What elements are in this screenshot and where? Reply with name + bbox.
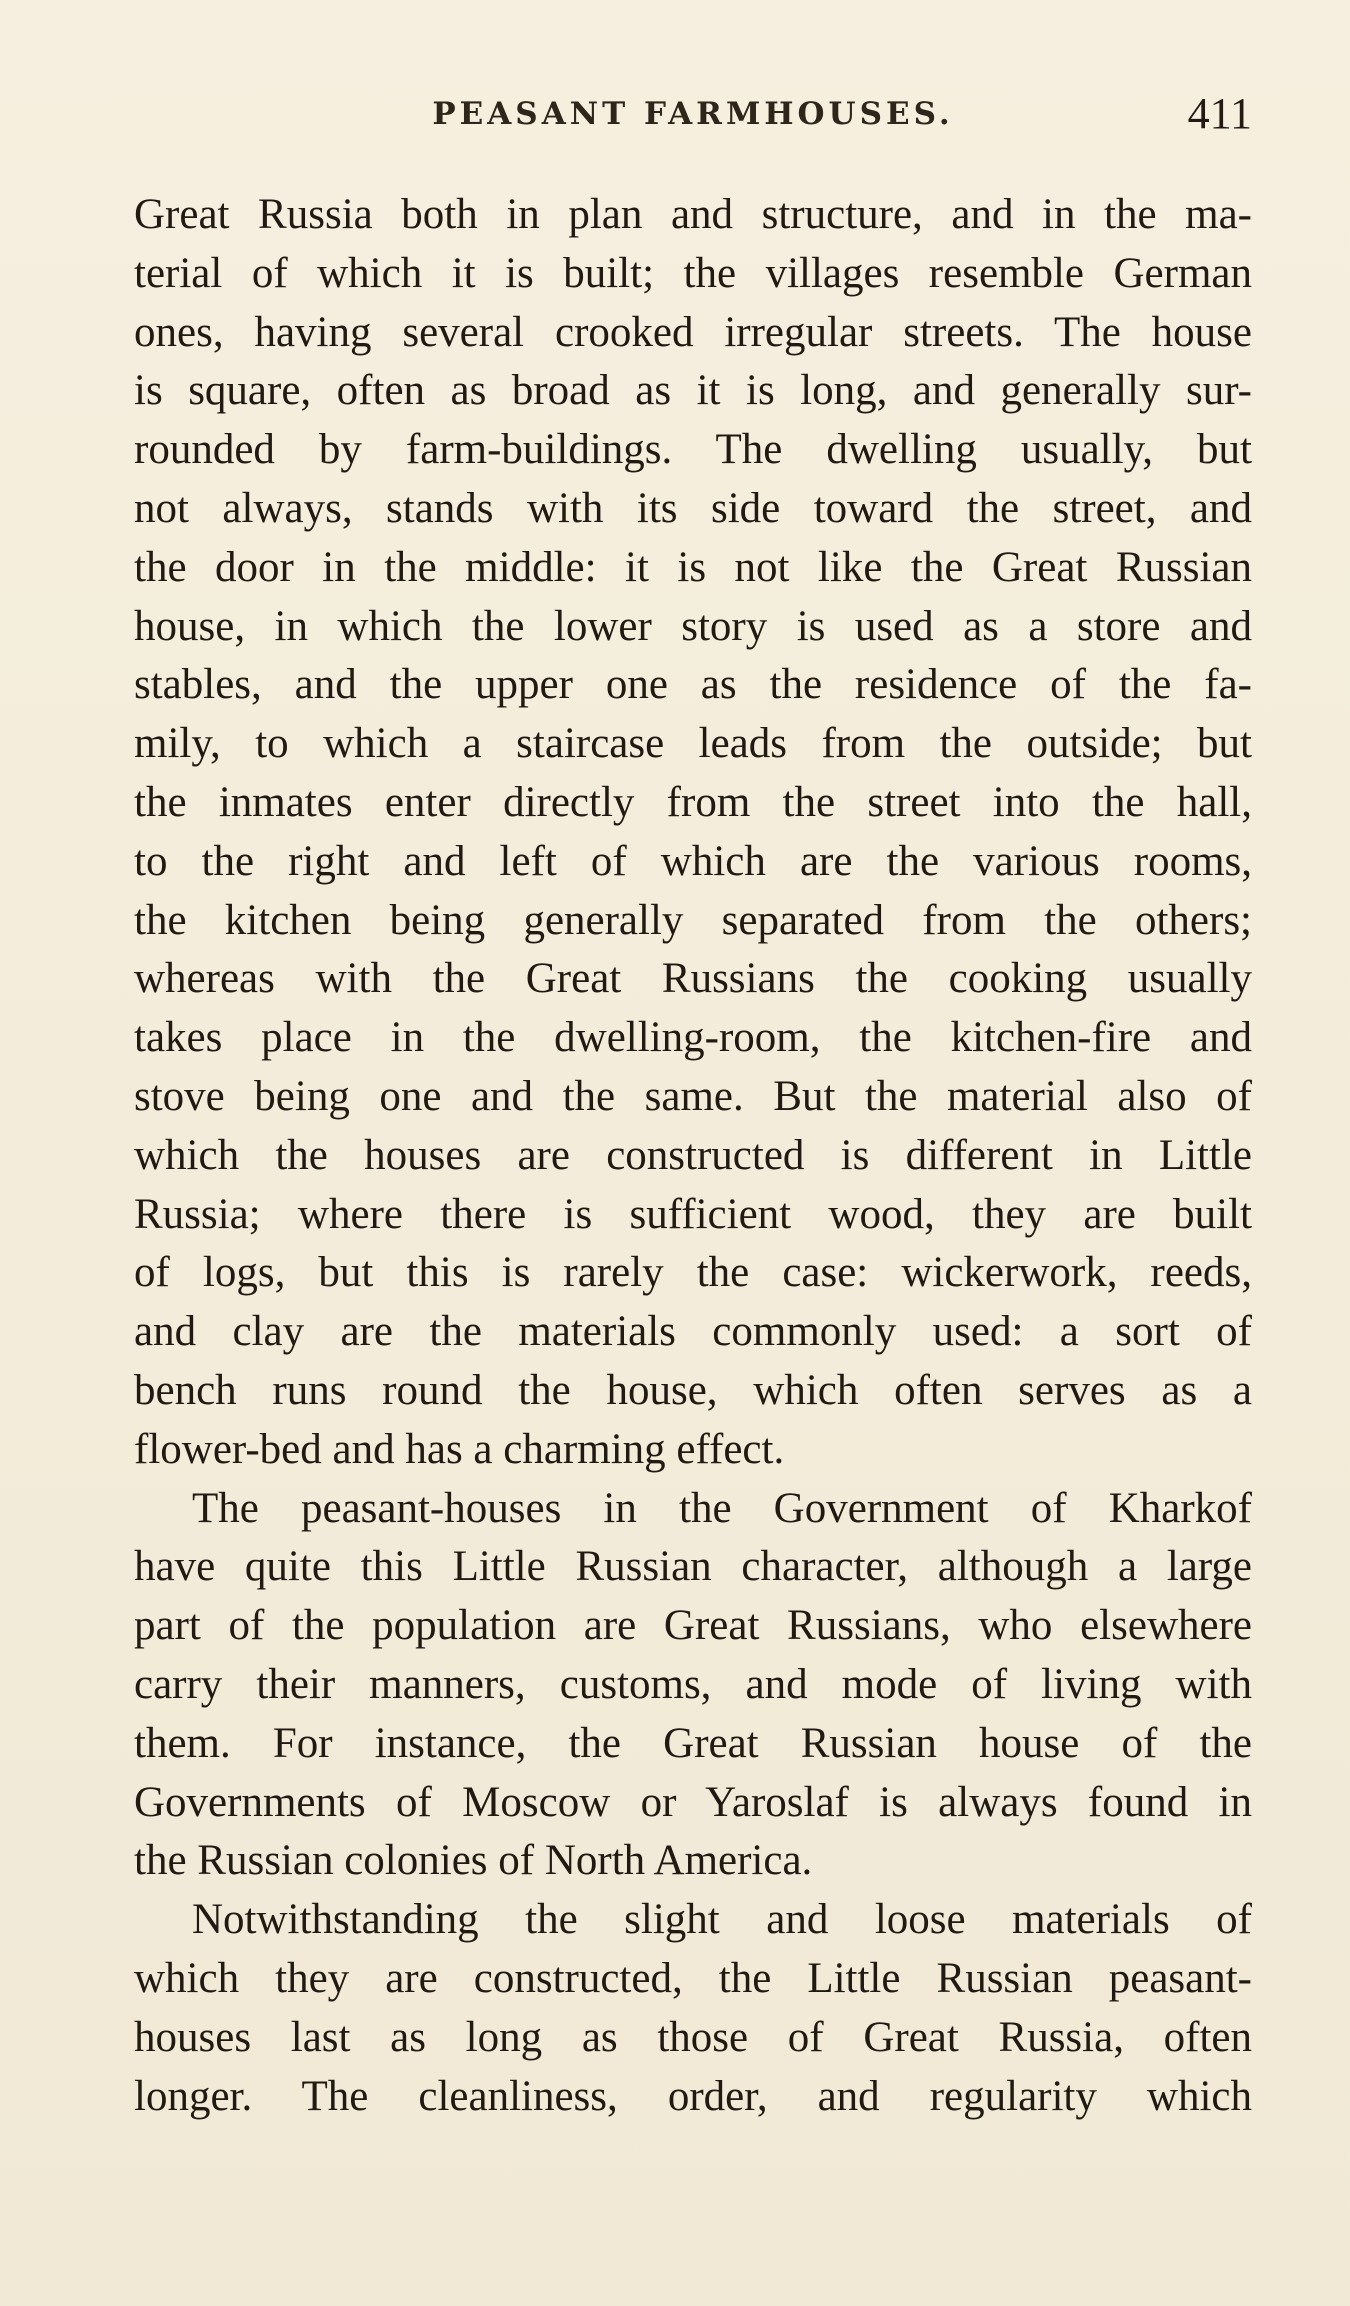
text-line: houses last as long as those of Great Russia, often xyxy=(134,2013,1252,2061)
text-line: to the right and left of which are the various rooms, xyxy=(134,837,1252,885)
text-line: Notwithstanding the slight and loose materials of xyxy=(192,1896,1252,1944)
text-line: Russia; where there is sufficient wood, they are built xyxy=(134,1190,1252,1238)
text-line: longer. The cleanliness, order, and regularity which xyxy=(134,2072,1252,2120)
running-title: PEASANT FARMHOUSES. xyxy=(432,96,954,132)
text-line: is square, often as broad as it is long, and generally sur- xyxy=(134,367,1252,415)
text-line: ones, having several crooked irregular streets. The house xyxy=(134,308,1252,356)
text-line: mily, to which a staircase leads from the outside; but xyxy=(134,720,1252,768)
text-line: part of the population are Great Russians, who elsewhere xyxy=(134,1602,1252,1650)
running-head xyxy=(134,86,1252,146)
text-line: which they are constructed, the Little Russian peasant- xyxy=(134,1954,1252,2002)
text-line: which the houses are constructed is different in Little xyxy=(134,1131,1252,1179)
text-line: not always, stands with its side toward the street, and xyxy=(134,484,1252,532)
text-line: the inmates enter directly from the street into the hall, xyxy=(134,778,1252,826)
page-number: 411 xyxy=(1187,89,1252,138)
text-line: and clay are the materials commonly used: a sort of xyxy=(134,1308,1252,1356)
text-line: Great Russia both in plan and structure, and in the ma- xyxy=(134,191,1252,238)
text-line: of logs, but this is rarely the case: wickerwork, reeds, xyxy=(134,1249,1252,1297)
text-line: have quite this Little Russian character, although a large xyxy=(134,1543,1252,1591)
text-line: takes place in the dwelling-room, the kitchen-fire and xyxy=(134,1014,1252,1062)
text-line: terial of which it is built; the villages resemble German xyxy=(134,249,1252,297)
text-line: house, in which the lower story is used as a store and xyxy=(134,602,1252,650)
text-line: whereas with the Great Russians the cooking usually xyxy=(134,955,1252,1003)
text-line: carry their manners, customs, and mode of living with xyxy=(134,1660,1252,1708)
text-line: bench runs round the house, which often serves as a xyxy=(134,1366,1252,1414)
text-line: flower-bed and has a charming effect. xyxy=(134,1425,785,1473)
text-line: the door in the middle: it is not like the Great Russian xyxy=(134,543,1252,591)
text-line: stove being one and the same. But the material also of xyxy=(134,1072,1252,1120)
text-line: them. For instance, the Great Russian house of the xyxy=(134,1719,1252,1767)
text-line: stables, and the upper one as the residence of the fa- xyxy=(134,661,1252,709)
body-text xyxy=(134,186,1252,2126)
text-line: the kitchen being generally separated from the others; xyxy=(134,896,1252,944)
text-line: the Russian colonies of North America. xyxy=(134,1837,813,1885)
text-line: The peasant-houses in the Government of Kharkof xyxy=(192,1484,1252,1532)
text-line: rounded by farm-buildings. The dwelling usually, but xyxy=(134,426,1252,474)
text-line: Governments of Moscow or Yaroslaf is always found in xyxy=(134,1778,1252,1826)
